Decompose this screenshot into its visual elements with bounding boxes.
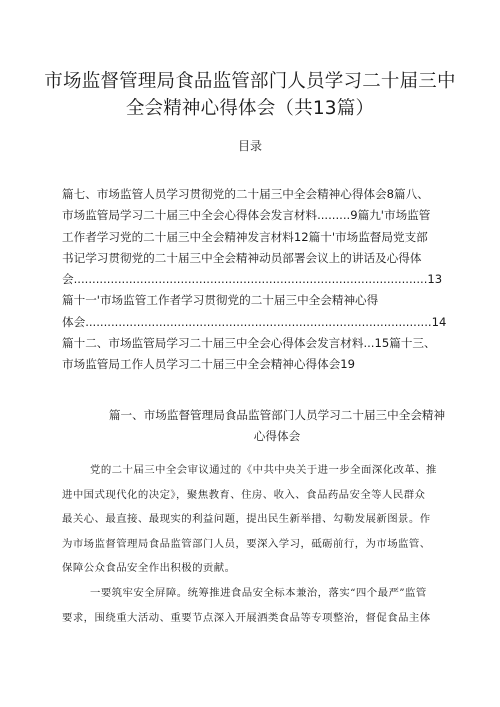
- toc-line[interactable]: 篇十一'市场监管工作者学习贯彻党的二十届三中全会精神心得: [62, 293, 379, 308]
- table-of-contents: [62, 184, 460, 376]
- body-line: 进中国式现代化的决定》，聚焦教育、住房、收入、食品药品安全等人民群众: [62, 488, 426, 501]
- toc-line[interactable]: 工作者学习党的二十届三中全会精神发言材料12篇十'市场监督局党支部: [62, 229, 428, 244]
- body-line: 最关心、最直接、最现实的利益问题，提出民生新举措、勾勒发展新图景。作: [62, 513, 431, 526]
- body-line: 党的二十届三中全会审议通过的《中共中央关于进一步全面深化改革、推: [90, 464, 437, 476]
- toc-line[interactable]: 市场监管局学习二十届三中全会心得体会发言材料.........9篇九'市场监管: [62, 208, 431, 223]
- title-line: 全会精神心得体会（共13篇）: [125, 98, 375, 119]
- toc-line[interactable]: 体会..............................................................................................14: [62, 314, 447, 329]
- toc-line[interactable]: 市场监管局工作人员学习二十届三中全会精神心得体会19: [62, 357, 356, 372]
- toc-line[interactable]: 篇七、市场监管人员学习贯彻党的二十届三中全会精神心得体会8篇八、: [62, 187, 429, 201]
- toc-line[interactable]: 会................................................................................................13: [62, 272, 443, 287]
- body-line: 保障公众食品安全作出积极的贡献。: [62, 562, 236, 575]
- toc-line[interactable]: 篇十二、市场监管局学习二十届三中全会心得体会发言材料...15篇十三、: [62, 336, 436, 351]
- toc-line[interactable]: 书记学习贯彻党的二十届三中全会精神动员部署会议上的讲话及心得体: [62, 250, 422, 265]
- section-title: [92, 405, 462, 447]
- toc-heading: 目录: [237, 139, 262, 153]
- section-title-line: 心得体会: [253, 429, 301, 443]
- body-line: 要求，围绕重大活动、重要节点深入开展酒类食品等专项整治，督促食品主体: [62, 611, 431, 624]
- section-title-line: 篇一、市场监督管理局食品监管部门人员学习二十届三中全会精神: [108, 408, 446, 422]
- title-line: 市场监督管理局食品监管部门人员学习二十届三中: [44, 71, 456, 92]
- document-title: [40, 68, 460, 122]
- body-text: [62, 458, 462, 630]
- body-line: 一要筑牢安全屏障。统筹推进食品安全标本兼治，落实“四个最严”监管: [90, 586, 427, 599]
- body-line: 为市场监督管理局食品监管部门人员，要深入学习，砥砺前行，为市场监管、: [62, 537, 431, 550]
